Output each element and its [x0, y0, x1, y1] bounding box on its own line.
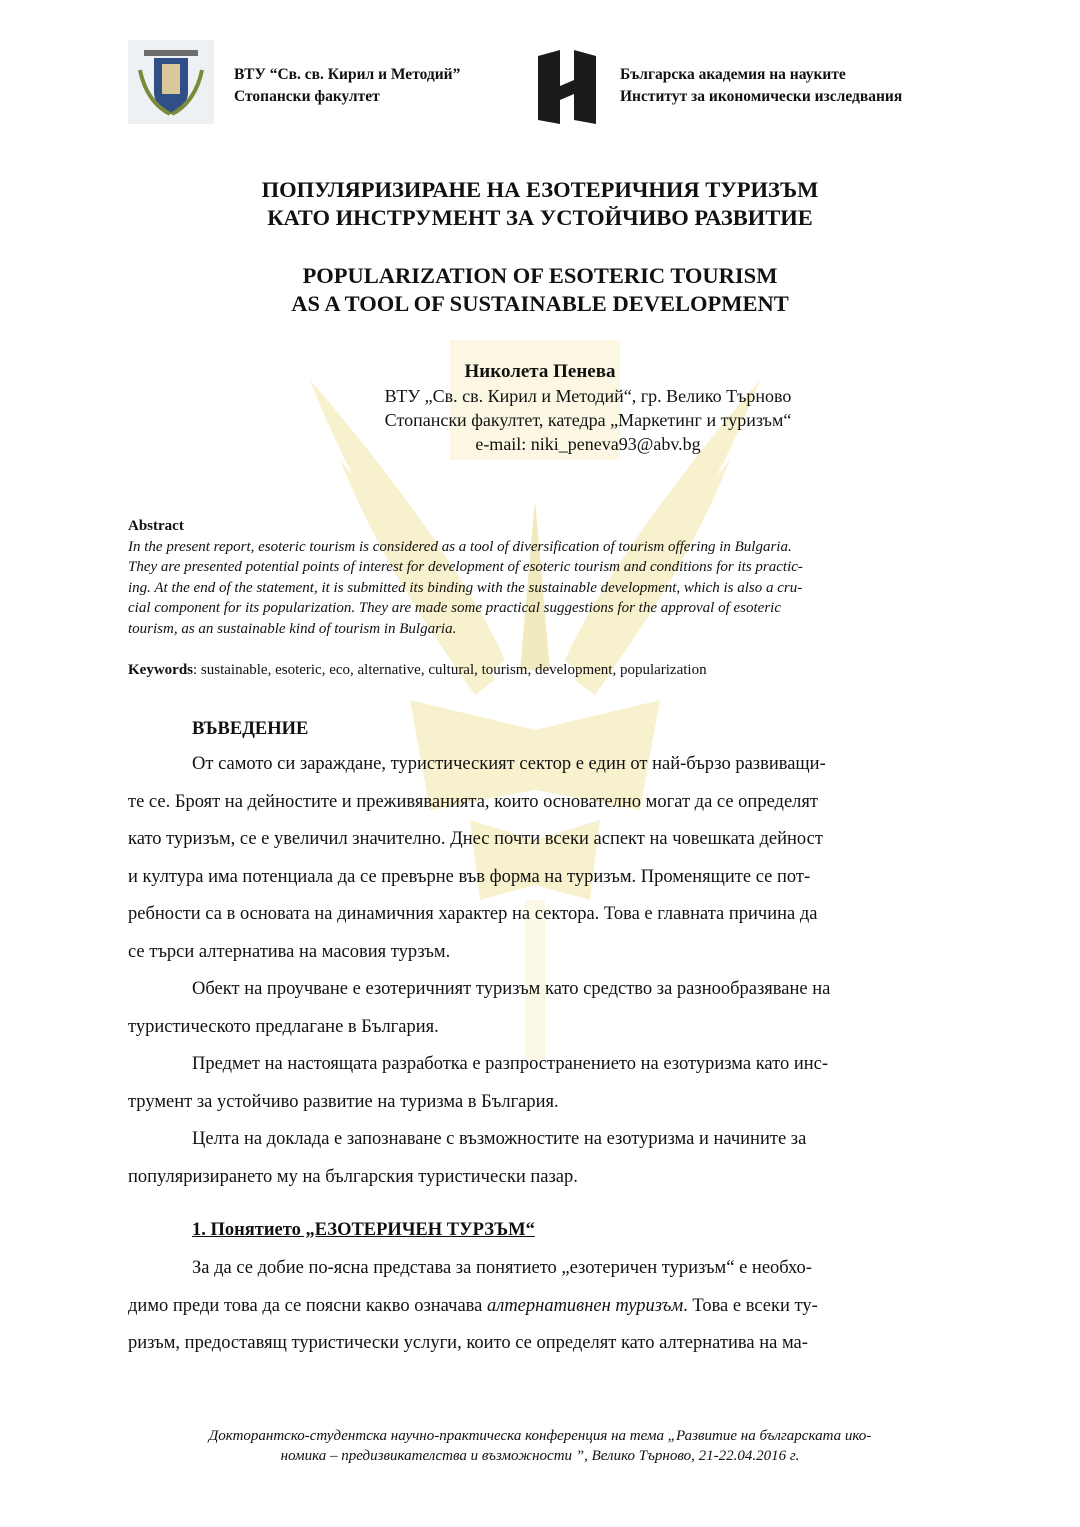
- keywords-label: Keywords: [128, 662, 193, 678]
- abstract-heading: Abstract: [128, 518, 184, 534]
- intro-paragraph-2: [128, 971, 952, 1046]
- intro-paragraph-3: [128, 1046, 952, 1121]
- intro-heading: ВЪВЕДЕНИЕ: [192, 719, 309, 739]
- faculty-name: Стопански факултет: [234, 88, 380, 105]
- intro-paragraph-4: [128, 1121, 952, 1196]
- section-1-paragraph: [128, 1250, 952, 1363]
- paragraph-line: туристическото предлагане в България.: [128, 1016, 439, 1037]
- italic-term: алтернативнен туризъм: [487, 1295, 684, 1316]
- footer-line: Докторантско-студентска научно-практическа конференция на тема „Развитие на българската ико-: [208, 1428, 872, 1444]
- abstract-section: [128, 516, 952, 639]
- paragraph-line: От самото си зараждане, туристическият сектор е един от най-бързо развиващи-: [192, 754, 826, 774]
- right-header-text: [620, 64, 902, 108]
- paragraph-line: За да се добие по-ясна представа за понятието „езотеричен туризъм“ е необхо-: [192, 1258, 812, 1278]
- section-1-heading: 1. Понятието „ЕЗОТЕРИЧЕН ТУРЗЪМ“: [192, 1220, 535, 1240]
- title-bg-line: КАТО ИНСТРУМЕНТ ЗА УСТОЙЧИВО РАЗВИТИЕ: [267, 205, 813, 230]
- intro-paragraph-1: [128, 746, 952, 971]
- paragraph-line: Обект на проучване е езотеричният туризъм като средство за разнообразяване на: [192, 979, 831, 999]
- author-affiliation: ВТУ „Св. св. Кирил и Методий“, гр. Велико Търново: [384, 386, 792, 406]
- abstract-line: They are presented potential points of interest for development of esoteric tourism and conditions for its practic-: [128, 559, 803, 575]
- university-crest-logo: [128, 40, 214, 124]
- abstract-line: In the present report, esoteric tourism is considered as a tool of diversification of tourism offering in Bulgaria.: [128, 538, 792, 555]
- paragraph-line: и култура има потенциала да се превърне във форма на туризъм. Променящите се пот-: [128, 866, 811, 887]
- line-text: димо преди това да се поясни какво означава: [128, 1295, 487, 1316]
- author-department: Стопански факултет, катедра „Маркетинг и туризъм“: [384, 410, 792, 430]
- paragraph-line: ребности са в основата на динамичния характер на сектора. Това е главната причина да: [128, 904, 818, 924]
- paper-body: [128, 712, 952, 1363]
- title-en-line: AS A TOOL OF SUSTAINABLE DEVELOPMENT: [291, 291, 789, 316]
- paragraph-line: популяризирането му на българския туристически пазар.: [128, 1166, 578, 1187]
- footer-line: номика – предизвикателства и възможности ”, Велико Търново, 21-22.04.2016 г.: [280, 1448, 800, 1464]
- bas-institute-logo: [538, 50, 596, 124]
- title-en-line: POPULARIZATION OF ESOTERIC TOURISM: [302, 263, 778, 288]
- keywords: [128, 660, 952, 680]
- author-email[interactable]: e-mail: niki_peneva93@abv.bg: [475, 434, 701, 454]
- line-text: . Това е всеки ту-: [683, 1295, 818, 1316]
- paragraph-line: като туризъм, се е увеличил значително. Днес почти всеки аспект на човешката дейност: [128, 829, 823, 849]
- paragraph-line: трумент за устойчиво развитие на туризма в България.: [128, 1091, 559, 1112]
- page-footer: [128, 1426, 952, 1466]
- paragraph-line: се търси алтернатива на масовия турзъм.: [128, 941, 451, 962]
- title-bulgarian: [128, 176, 952, 232]
- left-header-text: [234, 64, 460, 108]
- abstract-line: tourism, as an sustainable kind of tourism in Bulgaria.: [128, 620, 457, 637]
- paragraph-line: те се. Броят на дейностите и преживяванията, които основателно могат да се определят: [128, 791, 818, 812]
- paragraph-line: Целта на доклада е запознаване с възможностите на езотуризма и начините за: [192, 1129, 807, 1149]
- keywords-list: : sustainable, esoteric, eco, alternative, cultural, tourism, development, popularization: [193, 662, 707, 678]
- paragraph-line: ризъм, предоставящ туристически услуги, които се определят като алтернатива на ма-: [128, 1333, 808, 1353]
- abstract-text: [128, 537, 952, 640]
- institute-name: Институт за икономически изследвания: [620, 88, 903, 105]
- author-name: Николета Пенева: [464, 361, 616, 382]
- paragraph-line: [128, 1288, 952, 1326]
- academy-name: Българска академия на науките: [620, 66, 846, 83]
- title-english: [128, 262, 952, 318]
- page-header: [128, 40, 958, 126]
- author-block: [128, 360, 952, 456]
- abstract-line: cial component for its popularization. They are made some practical suggestions for the approval of esoteric: [128, 600, 781, 616]
- paragraph-line: Предмет на настоящата разработка е разпространението на езотуризма като инс-: [192, 1054, 829, 1074]
- university-name: ВТУ “Св. св. Кирил и Методий”: [234, 66, 461, 83]
- title-bg-line: ПОПУЛЯРИЗИРАНЕ НА ЕЗОТЕРИЧНИЯ ТУРИЗЪМ: [261, 177, 819, 202]
- abstract-line: ing. At the end of the statement, it is submitted its binding with the sustainable development, which is also a cru-: [128, 579, 803, 596]
